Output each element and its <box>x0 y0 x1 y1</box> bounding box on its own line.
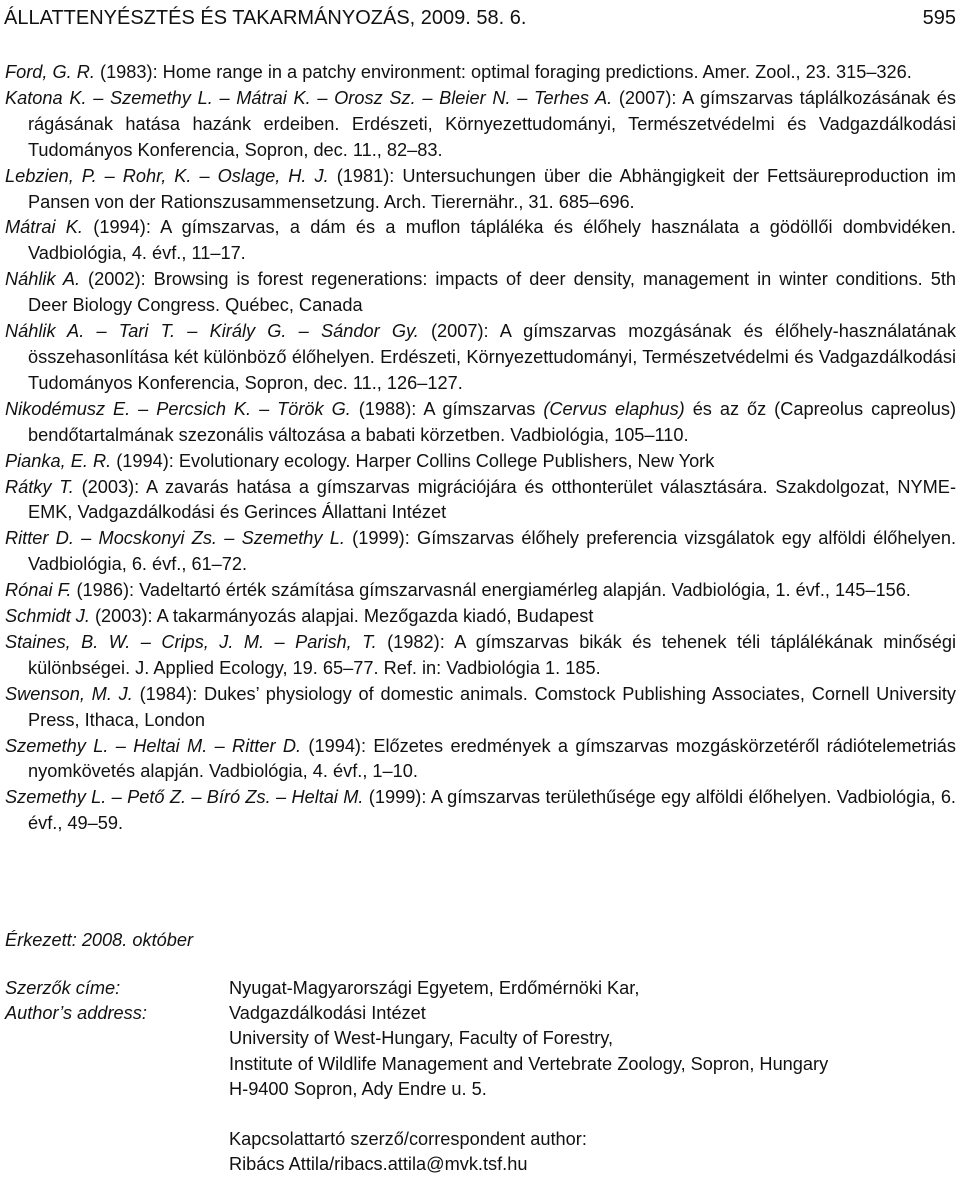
reference-staines <box>5 630 956 682</box>
address-labels <box>5 976 147 1026</box>
journal-title: ÁLLATTENYÉSZTÉS ÉS TAKARMÁNYOZÁS, 2009. 58. 6. <box>4 7 527 29</box>
reference-authors: Náhlik A. <box>5 269 81 290</box>
reference-text: (1983): Home range in a patchy environment: optimal foraging predictions. Amer. Zool., 23. 315–326. <box>94 62 912 82</box>
page-number: 595 <box>922 7 956 29</box>
reference-nahlik-2007 <box>5 319 956 397</box>
reference-nikodemusz <box>5 397 956 449</box>
reference-text-continued: és az őz (Capreolus capreolus) bendőtartalmának szezonális változása a babati körzetben. Vadbiológia, 105–110. <box>28 398 957 445</box>
reference-text: (1988): A gímszarvas <box>350 398 544 419</box>
reference-text: (1994): Előzetes eredmények a gímszarvas mozgáskörzetéről rádiótelemetriás nyomkövetés alapján. Vadbiológia, 4. évf., 1–10. <box>28 735 956 782</box>
reference-matrai <box>5 215 956 267</box>
reference-text: (1999): A gímszarvas területhűsége egy alföldi élőhelyen. Vadbiológia, 6. évf., 49–59. <box>28 787 956 834</box>
address-label-hu: Szerzők címe: <box>5 978 121 998</box>
reference-authors: Rónai F. <box>5 580 72 601</box>
address-line: Nyugat-Magyarországi Egyetem, Erdőmérnöki Kar, <box>229 978 640 998</box>
reference-ratky <box>5 475 956 527</box>
reference-authors: Pianka, E. R. <box>5 450 112 471</box>
address-line: Institute of Wildlife Management and Vertebrate Zoology, Sopron, Hungary <box>229 1053 829 1074</box>
address-line: H-9400 Sopron, Ady Endre u. 5. <box>229 1078 487 1099</box>
reference-authors: Nikodémusz E. – Percsich K. – Török G. <box>5 398 351 419</box>
correspondent-contact: Ribács Attila/ribacs.attila@mvk.tsf.hu <box>229 1154 528 1175</box>
reference-authors: Swenson, M. J. <box>5 683 133 704</box>
reference-pianka <box>5 449 956 475</box>
reference-authors: Szemethy L. – Pető Z. – Bíró Zs. – Heltai M. <box>5 787 364 808</box>
reference-authors: Ritter D. – Mocskonyi Zs. – Szemethy L. <box>5 528 345 549</box>
reference-authors: Mátrai K. <box>5 217 83 238</box>
reference-ronai <box>5 578 956 604</box>
address-spacer <box>229 1102 828 1127</box>
address-label-en: Author’s address: <box>5 1003 147 1024</box>
reference-ford <box>5 60 956 86</box>
reference-text: (1982): A gímszarvas bikák és tehenek téli táplálékának minőségi különbségei. J. Applied Ecology, 19. 65–77. Ref. in: Vadbiológia 1. 185. <box>28 631 956 678</box>
reference-lebzien <box>5 164 956 216</box>
address-line: University of West-Hungary, Faculty of Forestry, <box>229 1028 614 1049</box>
reference-authors: Rátky T. <box>5 476 74 497</box>
reference-text: (1994): Evolutionary ecology. Harper Collins College Publishers, New York <box>111 450 715 471</box>
reference-katona <box>5 86 956 164</box>
reference-authors: Schmidt J. <box>5 606 90 627</box>
reference-authors: Náhlik A. – Tari T. – Király G. – Sándor Gy. <box>5 321 419 342</box>
reference-swenson <box>5 682 956 734</box>
correspondent-label: Kapcsolattartó szerző/correspondent author: <box>229 1129 587 1150</box>
reference-species-name: (Cervus elaphus) <box>543 398 685 419</box>
reference-text: (2007): A gímszarvas mozgásának és élőhely-használatának összehasonlítása két különböző élőhelyen. Erdészeti, Környezettudományi, Természetvédelmi és Vadgazdálkodási Tudományos Konferencia, Sopron, dec. 11., 126–127. <box>28 321 956 393</box>
reference-text: (2003): A takarmányozás alapjai. Mezőgazda kiadó, Budapest <box>89 606 594 627</box>
reference-nahlik-2002 <box>5 267 956 319</box>
reference-szemethy-1999 <box>5 785 956 837</box>
reference-text: (1986): Vadeltartó érték számítása gímszarvasnál energiamérleg alapján. Vadbiológia, 1. évf., 145–156. <box>71 580 911 601</box>
reference-szemethy-1994 <box>5 734 956 786</box>
reference-authors: Staines, B. W. – Crips, J. M. – Parish, T. <box>5 631 377 652</box>
reference-authors: Katona K. – Szemethy L. – Mátrai K. – Orosz Sz. – Bleier N. – Terhes A. <box>5 87 613 108</box>
reference-text: (2002): Browsing is forest regenerations: impacts of deer density, management in winter conditions. 5th Deer Biology Congress. Québec, Canada <box>28 269 956 316</box>
reference-text: (1984): Dukes’ physiology of domestic animals. Comstock Publishing Associates, Cornell University Press, Ithaca, London <box>28 683 956 730</box>
reference-text: (1981): Untersuchungen über die Abhängigkeit der Fettsäureproduction im Pansen von der Rationszusammensetzung. Arch. Tierernähr., 31. 685–696. <box>28 165 956 212</box>
received-date: Érkezett: 2008. október <box>5 930 194 950</box>
address-lines <box>229 976 828 1178</box>
reference-text: (1999): Gímszarvas élőhely preferencia vizsgálatok egy alföldi élőhelyen. Vadbiológia, 6. évf., 61–72. <box>28 528 956 575</box>
reference-text: (2003): A zavarás hatása a gímszarvas migrációjára és otthonterület választására. Szakdolgozat, NYME-EMK, Vadgazdálkodási és Gerinces Állattani Intézet <box>28 476 956 523</box>
address-line: Vadgazdálkodási Intézet <box>229 1003 426 1024</box>
reference-schmidt <box>5 604 956 630</box>
reference-text: (2007): A gímszarvas táplálkozásának és rágásának hatása hazánk erdeiben. Erdészeti, Környezettudományi, Természetvédelmi és Vadgazdálkodási Tudományos Konferencia, Sopron, dec. 11., 82–83. <box>28 87 956 160</box>
reference-list <box>5 60 956 837</box>
reference-authors: Lebzien, P. – Rohr, K. – Oslage, H. J. <box>5 165 329 186</box>
reference-ritter <box>5 526 956 578</box>
reference-authors: Ford, G. R. <box>5 62 95 82</box>
reference-authors: Szemethy L. – Heltai M. – Ritter D. <box>5 735 302 756</box>
running-header <box>4 6 956 30</box>
reference-text: (1994): A gímszarvas, a dám és a muflon tápláléka és élőhely használata a gödöllői dombvidéken. Vadbiológia, 4. évf., 11–17. <box>28 217 956 264</box>
